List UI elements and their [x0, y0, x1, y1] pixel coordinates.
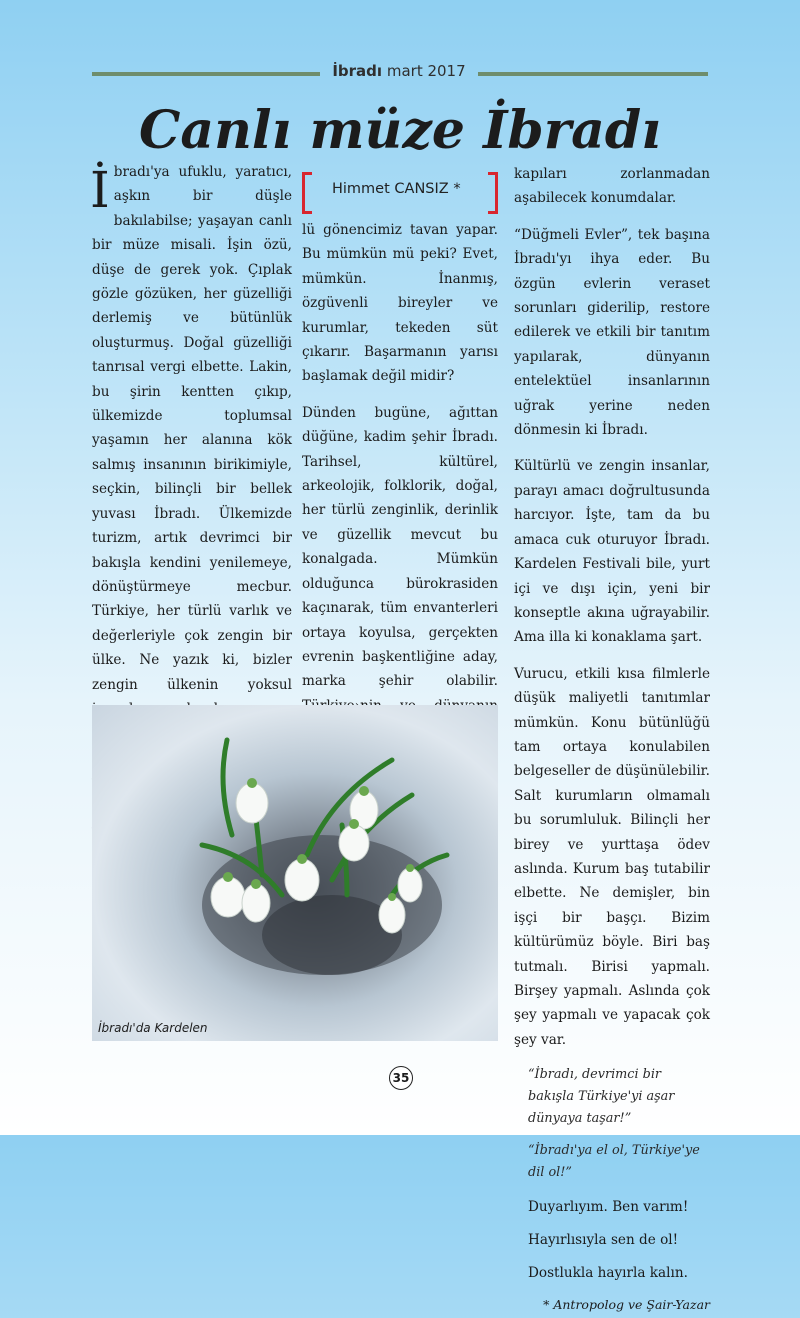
author-name: Himmet CANSIZ: [332, 181, 449, 197]
bracket-right-decoration: [488, 172, 498, 214]
photo-caption: İbradı'da Kardelen: [98, 1021, 208, 1035]
page-number: 35: [389, 1066, 413, 1090]
article-title: Canlı müze İbradı: [139, 100, 661, 161]
closing-line-2: Hayırlısıyla sen de ol!: [528, 1232, 679, 1249]
header-brand: İbradı: [332, 62, 383, 80]
bracket-left-decoration: [302, 172, 312, 214]
col3-paragraph-3: Kültürlü ve zengin insanlar, parayı amacı doğrultusunda harcıyor. İşte, tam da bu amaca cuk oturuyor İbradı. Kardelen Festivali bile, yurt içi ve dışı için, yeni bir konseptle akına uğrayabilir. Ama illa ki konaklama şart.: [514, 458, 710, 646]
col3-paragraph-4: Vurucu, etkili kısa filmlerle düşük maliyetli tanıtımlar mümkün. Konu bütünlüğü tam ortaya konulabilen belgeseller de düşünülebilir. Salt kurumların olmamalı bu sorumluluk. Bilinçli her birey ve yurttaşa ödev aslında. Kurum baş tutabilir elbette. Ne demişler, bin işçi bir başçı. Bizim kültürümüz böyle. Biri baş tutmalı. Birisi yapmalı. Birşey yapmalı. Aslında çok şey yapmalı ve yapacak çok şey var.: [514, 665, 710, 1048]
col3-paragraph-1: kapıları zorlanmadan aşabilecek konumdalar.: [514, 166, 710, 207]
closing-line-1: Duyarlıyım. Ben varım!: [528, 1199, 689, 1216]
snowdrop-photo: [92, 705, 498, 1041]
header-issue: mart 2017: [386, 62, 466, 80]
header-rule-right: [478, 72, 708, 76]
issue-header: [320, 62, 478, 80]
closing-line-3: Dostlukla hayırla kalın.: [528, 1265, 688, 1282]
drop-cap: İ: [90, 161, 110, 219]
col1-text: bradı'ya ufuklu, yaratıcı, aşkın bir düşle bakılabilse; yaşayan canlı bir müze misali. İşin özü, düşe de gerek yok. Çıplak gözle gözüken, her güzelliği derlemiş ve bütünlük oluşturmuş. Doğal güzelliği tanrısal vergi elbette. Lakin, bu şirin kentten çıkıp, ülkemizde toplumsal yaşamın her alanına kök salmış insanının birikimiyle, seçkin, bilinçli bir bellek yuvası İbradı. Ülkemizde turizm, artık devrimci bir bakışla kendini yenilemeye, dönüştürmeye mecbur. Türkiye, her türlü varlık ve değerleriyle çok zengin bir ülke. Ne yazık ki, bizler zengin ülkenin yoksul: [92, 164, 292, 693]
author-byline: [302, 172, 498, 210]
column-3: [514, 162, 710, 1318]
col3-paragraph-2: “Düğmeli Evler”, tek başına İbradı'yı ihya eder. Bu özgün evlerin veraset sorunları giderilip, restore edilerek ve etkili bir tanıtım yapılarak, dünyanın entelektüel insanlarının uğrak yerine neden dönmesin ki İbradı.: [514, 226, 710, 439]
author-note: * Antropolog ve Şair-Yazar: [543, 1297, 710, 1313]
header-rule-left: [92, 72, 320, 76]
quote-1: “İbradı, devrimci bir bakışla Türkiye'yi aşar dünyaya taşar!”: [528, 1067, 675, 1127]
snowdrop-illustration: [92, 705, 498, 1041]
author-marker: *: [453, 181, 461, 197]
col2-paragraph-2: Dünden bugüne, ağıttan düğüne, kadim şehir İbradı. Tarihsel, kültürel, arkeolojik, folklorik, doğal, her türlü zenginlik, derinlik ve güzellik mevcut bu konalgada. Mümkün olduğunca bürokrasiden kaçınarak, tüm envanterleri ortaya koyulsa, gerçekten evrenin başkentliğine aday, marka şehir olabilir.: [302, 404, 498, 690]
author-name-wrap: [332, 181, 461, 197]
quote-2: “İbradı'ya el ol, Türkiye'ye dil ol!”: [528, 1143, 700, 1181]
col2-paragraph-1: lü gönencimiz tavan yapar. Bu mümkün mü peki? Evet, mümkün. İnanmış, özgüvenli bireyler ve kurumlar, tekeden süt çıkarır. Başarmanın yarısı başlamak değil midir?: [302, 222, 498, 385]
